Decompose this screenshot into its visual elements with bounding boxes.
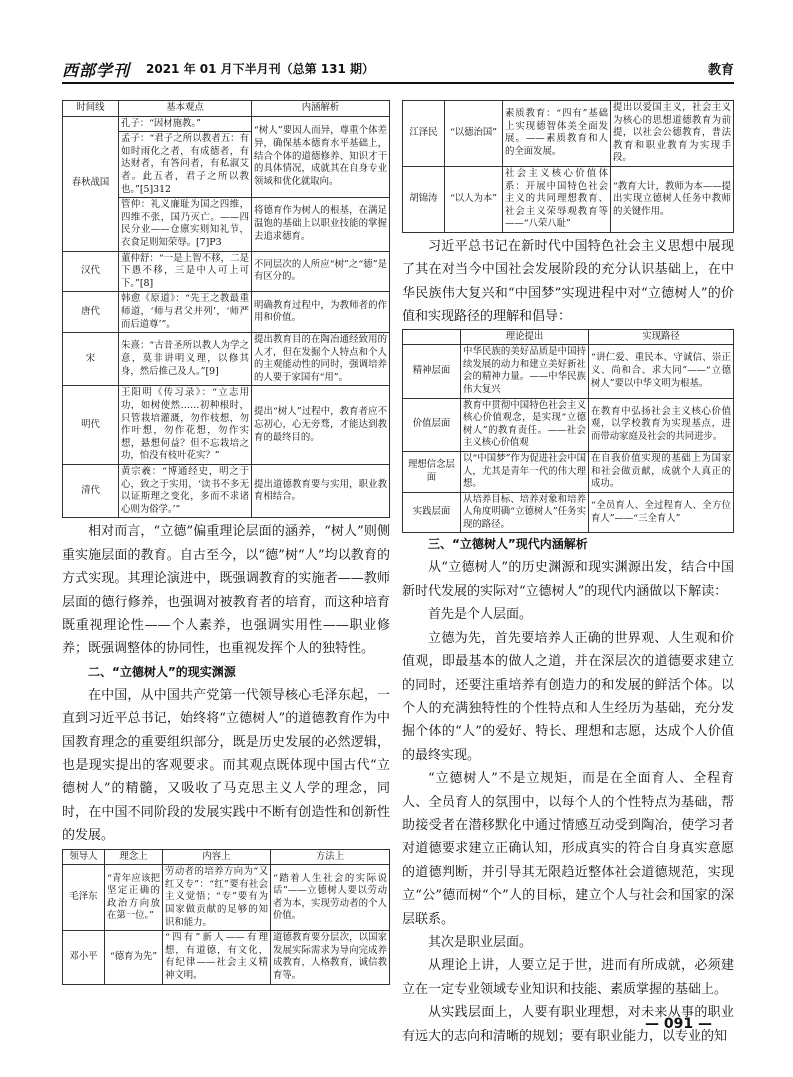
table-row (63, 865, 390, 931)
historical-views-table (62, 100, 390, 518)
meaning-cell: 不同层次的人所应“树”之“德”是有区分的。 (252, 251, 390, 292)
left-column (62, 100, 390, 985)
body-paragraph: 从实践层面上，人要有职业理想，对未来从事的职业有远大的志向和清晰的规划；要有职业能力，以专业的知 (402, 1005, 734, 1044)
table-header-cell: 实现路径 (589, 329, 734, 345)
meaning-cell: 明确教育过程中，为教师者的作用和价值。 (252, 292, 390, 333)
table-header-cell: 时间线 (63, 101, 119, 117)
table-header-cell: 领导人 (63, 849, 105, 865)
meaning-cell: 提出教育目的在陶冶通经致用的人才，但在发掘个人特点和个人的主观能动性的同时，强调培养的人要于家国有“用”。 (252, 333, 390, 386)
body-paragraph: 从理论上讲，人要立足于世，进而有所成就，必须建立在一定专业领域专业知识和技能、素质掌握的基础上。 (402, 958, 734, 997)
view-cell: 董仲舒：“一是上智不移，二是下愚不移，三是中人可上可下。”[8] (119, 251, 252, 292)
theory-cell: 中华民族的美好品质是中国持续发展的动力和建立美好新社会的精神力量。——中华民族伟大复兴 (461, 345, 589, 398)
level-cell: 价值层面 (403, 398, 461, 451)
body-paragraph: 习近平总书记在新时代中国特色社会主义思想中展现了其在对当今中国社会发展阶段的充分认识基础上，在中华民族伟大复兴和“中国梦”实现进程中对“立德树人”的价值和实现路径的理解和倡导： (402, 238, 734, 325)
table-header-cell: 理念上 (105, 849, 163, 865)
method-cell: 提出以爱国主义，社会主义为核心的思想道德教育为前提，以社会公德教育，普法教育和职业教育为实现手段。 (611, 101, 734, 167)
era-cell: 汉代 (63, 251, 119, 292)
table-row (63, 292, 390, 333)
meaning-cell: 将德育作为树人的根基，在满足温饱的基础上以职业技能的掌握去追求德育。 (252, 198, 390, 251)
leaders-table-continued (402, 100, 734, 233)
table-row (403, 492, 734, 533)
table-row (63, 931, 390, 984)
leader-cell: 毛泽东 (63, 865, 105, 931)
leader-cell: 胡锦涛 (403, 166, 445, 232)
table-header-row (63, 101, 390, 117)
view-cell: 韩愈《原道》：“先王之教最重师道，‘师与君父并列’，‘师严而后道尊’”。 (119, 292, 252, 333)
era-cell: 清代 (63, 465, 119, 518)
page-number: — 091 — (645, 1016, 712, 1032)
section-heading: 三、“立德树人”现代内涵解析 (428, 537, 588, 552)
running-header (62, 56, 734, 80)
meaning-cell: 提出道德教育要与实用，职业教育相结合。 (252, 465, 390, 518)
method-cell: “踏着人生社会的实际说话”——立德树人要以劳动者为本，实现劳动者的个人价值。 (271, 865, 390, 931)
view-cell: 王阳明《传习录》：“立志用功，如树使然……初种根时，只管栽培灌溉，勿作枝想，勿作叶想，勿作花想，勿作实想，悬想何益？但不忘栽培之功，怕没有枝叶花实？” (119, 386, 252, 465)
xi-dimensions-table (402, 329, 734, 534)
method-cell: “教育大计，教师为本——提出实现立德树人任务中教师的关键作用。 (611, 166, 734, 232)
body-paragraph: 首先是个人层面。 (428, 607, 533, 623)
view-cell: 管仲：礼义廉耻为国之四维，四维不张，国乃灭亡。——四民分业——仓廪实则知礼节，衣食足则知荣辱。[7]P3 (119, 198, 252, 251)
table-header-cell: 基本观点 (119, 101, 252, 117)
view-cell: 孟子：“君子之所以教者五：有如时雨化之者，有成德者，有达财者，有答问者，有私淑艾者。此五者，君子之所以教也。”[5]312 (119, 132, 252, 198)
table-row (403, 101, 734, 167)
table-header-cell (403, 329, 461, 345)
table-header-row (63, 849, 390, 865)
body-paragraph: 其次是职业层面。 (428, 934, 533, 950)
leader-cell: 邓小平 (63, 931, 105, 984)
body-paragraph: 在中国，从中国共产党第一代领导核心毛泽东起，一直到习近平总书记，始终将“立德树人”的道德教育作为中国教育理念的重要组织部分，既是历史发展的必然逻辑，也是现实提出的客观要求。而其观点既体现中国古代“立德树人”的精髓，又吸收了马克思主义人学的理念，同时，在中国不同阶段的发展实践中不断有创造性和创新性的发展。 (62, 687, 390, 844)
table-row (63, 386, 390, 465)
path-cell: “讲仁爱、重民本、守诚信、崇正义、尚和合、求大同”——“立德树人”要以中华文明为根基。 (589, 345, 734, 398)
header-rule (62, 82, 734, 84)
theory-cell: 以“中国梦”作为促进社会中国人，尤其是青年一代的伟大理想。 (461, 451, 589, 492)
journal-logo: 西部学刊 (62, 61, 131, 80)
view-cell: 孔子：“因材施教。” (119, 116, 252, 132)
idea-cell: “以德治国” (445, 101, 503, 167)
idea-cell: “德育为先” (105, 931, 163, 984)
method-cell: 道德教育要分层次，以国家发展实际需求为导向完成养成教育，人格教育，诚信教育等。 (271, 931, 390, 984)
content-cell: 劳动者的培养方向为“又红又专”：“红”要有社会主义觉悟；“专”要有为国家做贡献的足够的知识和能力。 (163, 865, 271, 931)
path-cell: 在自我价值实现的基础上为国家和社会做贡献，成就个人真正的成功。 (589, 451, 734, 492)
era-cell: 春秋战国 (63, 116, 119, 251)
table-header-cell: 方法上 (271, 849, 390, 865)
leaders-table (62, 849, 390, 985)
meaning-cell: “树人”要因人而异，尊重个体差异，确保基本德育水平基础上，结合个体的道德修养、知识才干的具体情况，成就其在自身专业领域和优化就取向。 (252, 116, 390, 198)
path-cell: “全员育人、全过程育人、全方位育人”——“三全育人” (589, 492, 734, 533)
content-cell: 社会主义核心价值体系：开展中国特色社会主义的共同理想教育、社会主义荣辱观教育等——“八荣八耻” (503, 166, 611, 232)
theory-cell: 教育中贯彻中国特色社会主义核心价值观念，是实现“立德树人”的教育责任。——社会主义核心价值观 (461, 398, 589, 451)
level-cell: 精神层面 (403, 345, 461, 398)
table-row (63, 465, 390, 518)
table-header-row (403, 329, 734, 345)
meaning-cell: 提出“树人”过程中，教育者应不忘初心，心无旁骛，才能达到教育的最终目的。 (252, 386, 390, 465)
table-row (403, 166, 734, 232)
body-paragraph: 立德为先，首先要培养人正确的世界观、人生观和价值观，即最基本的做人之道，并在深层次的道德要求建立的同时，还要注重培养有创造力的和发展的鲜活个体。以个人的充满独特性的个性特点和人生经历为基础，充分发掘个体的“人”的爱好、特长、理想和志愿，达成个人价值的最终实现。 (402, 630, 734, 763)
idea-cell: “青年应该把坚定正确的政治方向放在第一位。” (105, 865, 163, 931)
content-cell: 素质教育：“四有”基础上实现德智体美全面发展。——素质教育和人的全面发展。 (503, 101, 611, 167)
body-paragraph: 相对而言，“立德”偏重理论层面的涵养，“树人”则侧重实施层面的教育。自古至今，以“德”树“人”均以教育的方式实现。其理论演进中，既强调教育的实施者——教师层面的德行修养，也强调对被教育者的培育，而这种培育既重视理论性——个人素养，也强调实用性——职业修养；既强调整体的协同性，也重视发挥个人的独特性。 (62, 524, 390, 657)
era-cell: 唐代 (63, 292, 119, 333)
right-column (402, 100, 734, 1048)
view-cell: 黄宗羲：“博通经史，明之于心，致之于实用，‘读书不多无以证斯理之变化，多而不求诸心则为俗学。’” (119, 465, 252, 518)
leader-cell: 江泽民 (403, 101, 445, 167)
section-heading: 二、“立德树人”的现实渊源 (88, 664, 236, 679)
table-header-cell: 理论提出 (461, 329, 589, 345)
table-row (63, 333, 390, 386)
era-cell: 明代 (63, 386, 119, 465)
theory-cell: 从培养目标、培养对象和培养人角度明确“立德树人”任务实现的路径。 (461, 492, 589, 533)
table-row (403, 398, 734, 451)
table-row (63, 116, 390, 132)
path-cell: 在教育中弘扬社会主义核心价值观，以学校教育为实现基点，进而带动家庭及社会的共同进步。 (589, 398, 734, 451)
content-cell: “四有”新人——有理想，有道德，有文化，有纪律——社会主义精神文明。 (163, 931, 271, 984)
era-cell: 宋 (63, 333, 119, 386)
body-paragraph: 从“立德树人”的历史渊源和现实渊源出发，结合中国新时代发展的实际对“立德树人”的现代内涵做以下解读： (402, 560, 734, 599)
level-cell: 实践层面 (403, 492, 461, 533)
table-row (63, 251, 390, 292)
body-paragraph: “立德树人”不是立规矩，而是在全面育人、全程育人、全员育人的氛围中，以每个人的个性特点为基础，帮助接受者在潜移默化中通过情感互动受到陶冶，使学习者对道德要求建立正确认知，形成真实的符合自身真实意愿的道德判断，并引导其无限趋近整体社会道德规范，实现立“公”德而树“个”人的目标，建立个人与社会和国家的深层联系。 (402, 771, 734, 927)
table-row (403, 451, 734, 492)
table-header-cell: 内容上 (163, 849, 271, 865)
table-header-cell: 内涵解析 (252, 101, 390, 117)
idea-cell: “以人为本” (445, 166, 503, 232)
issue-info: 2021 年 01 月下半月刊（总第 131 期） (146, 62, 375, 76)
table-row (403, 345, 734, 398)
section-name: 教育 (707, 63, 734, 78)
level-cell: 理想信念层面 (403, 451, 461, 492)
view-cell: 朱熹：“古昔圣所以教人为学之意，莫非讲明义理，以修其身，然后推己及人。”[9] (119, 333, 252, 386)
